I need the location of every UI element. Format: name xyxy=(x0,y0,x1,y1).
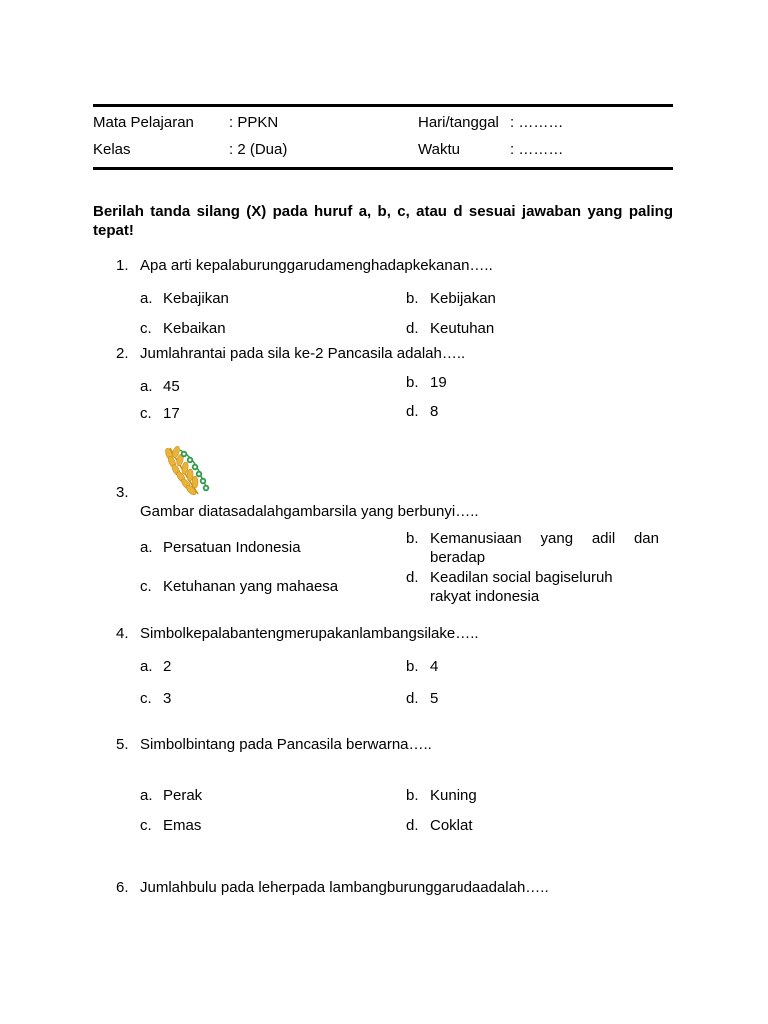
q5-option-c: Emas xyxy=(163,817,202,834)
q3-option-a: Persatuan Indonesia xyxy=(163,539,301,556)
q5-option-c-letter: c. xyxy=(140,817,152,834)
q2-option-c: 17 xyxy=(163,405,180,422)
q3-option-b-letter: b. xyxy=(406,530,419,547)
q4-option-d-letter: d. xyxy=(406,690,419,707)
q3-option-c-letter: c. xyxy=(140,578,152,595)
q3-option-a-letter: a. xyxy=(140,539,153,556)
q4-option-b: 4 xyxy=(430,658,439,675)
question-2-number: 2. xyxy=(116,345,129,362)
question-1-number: 1. xyxy=(116,257,129,274)
q2-option-d-letter: d. xyxy=(406,403,419,420)
question-1-text: Apa arti kepalaburunggarudamenghadapkekanan….. xyxy=(140,257,493,274)
q2-option-a: 45 xyxy=(163,378,180,395)
date-label: Hari/tanggal xyxy=(418,114,499,131)
time-value: : ……… xyxy=(510,141,564,158)
header-top-rule xyxy=(93,104,673,107)
q2-option-b-letter: b. xyxy=(406,374,419,391)
q4-option-a: 2 xyxy=(163,658,172,675)
q3-option-d-line1: Keadilan social bagiseluruh xyxy=(430,569,613,586)
q3-option-d-line2: rakyat indonesia xyxy=(430,588,540,605)
question-4-number: 4. xyxy=(116,625,129,642)
q1-option-c-letter: c. xyxy=(140,320,152,337)
question-3-number: 3. xyxy=(116,484,129,501)
q4-option-d: 5 xyxy=(430,690,439,707)
q3-option-d-letter: d. xyxy=(406,569,419,586)
q4-option-b-letter: b. xyxy=(406,658,419,675)
rice-cotton-sprig-image xyxy=(160,444,232,500)
q4-option-a-letter: a. xyxy=(140,658,153,675)
q2-option-b: 19 xyxy=(430,374,447,391)
q1-option-a: Kebajikan xyxy=(163,290,229,307)
q1-option-b: Kebijakan xyxy=(430,290,496,307)
q1-option-d: Keutuhan xyxy=(430,320,495,337)
question-2-text: Jumlahrantai pada sila ke-2 Pancasila adalah….. xyxy=(140,345,466,362)
question-5-text: Simbolbintang pada Pancasila berwarna….. xyxy=(140,736,432,753)
question-6-text: Jumlahbulu pada leherpada lambangburunggarudaadalah….. xyxy=(140,879,549,896)
class-value: : 2 (Dua) xyxy=(229,141,288,158)
time-label: Waktu xyxy=(418,141,460,158)
q1-option-d-letter: d. xyxy=(406,320,419,337)
q4-option-c: 3 xyxy=(163,690,172,707)
question-6-number: 6. xyxy=(116,879,129,896)
q2-option-d: 8 xyxy=(430,403,439,420)
class-label: Kelas xyxy=(93,141,131,158)
q5-option-a-letter: a. xyxy=(140,787,153,804)
question-4-text: Simbolkepalabantengmerupakanlambangsilake….. xyxy=(140,625,479,642)
q5-option-b: Kuning xyxy=(430,787,477,804)
q1-option-b-letter: b. xyxy=(406,290,419,307)
q5-option-a: Perak xyxy=(163,787,203,804)
header-bottom-rule xyxy=(93,167,673,170)
question-5-number: 5. xyxy=(116,736,129,753)
q5-option-d-letter: d. xyxy=(406,817,419,834)
question-3-text: Gambar diatasadalahgambarsila yang berbunyi….. xyxy=(140,503,479,520)
q3-option-b-line2: beradap xyxy=(430,549,486,566)
q5-option-b-letter: b. xyxy=(406,787,419,804)
instruction: Berilah tanda silang (X) pada huruf a, b, c, atau d sesuai jawaban yang paling tepat! xyxy=(93,203,673,239)
q2-option-c-letter: c. xyxy=(140,405,152,422)
q1-option-c: Kebaikan xyxy=(163,320,226,337)
q2-option-a-letter: a. xyxy=(140,378,153,395)
subject-label: Mata Pelajaran xyxy=(93,114,194,131)
subject-value: : PPKN xyxy=(229,114,279,131)
q3-option-b-line1: Kemanusiaan yang adil dan xyxy=(430,530,659,547)
q1-option-a-letter: a. xyxy=(140,290,153,307)
date-value: : ……… xyxy=(510,114,564,131)
q4-option-c-letter: c. xyxy=(140,690,152,707)
q3-option-c: Ketuhanan yang mahaesa xyxy=(163,578,339,595)
q5-option-d: Coklat xyxy=(430,817,473,834)
